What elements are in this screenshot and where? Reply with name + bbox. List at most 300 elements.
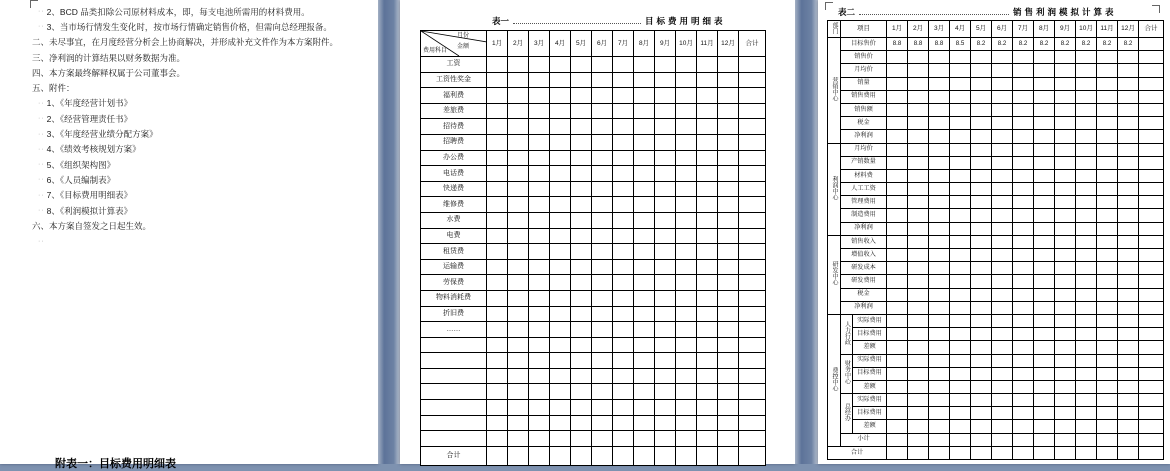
amount-cell[interactable] [739,400,766,416]
amount-cell[interactable] [487,353,508,369]
value-cell[interactable] [1055,183,1076,196]
amount-cell[interactable] [487,150,508,166]
value-cell[interactable]: 8.2 [1055,38,1076,51]
value-cell[interactable] [992,235,1013,248]
item-label[interactable]: 销售收入 [841,235,887,248]
value-cell[interactable] [1034,117,1055,130]
value-cell[interactable] [1118,117,1139,130]
amount-cell[interactable] [676,400,697,416]
value-cell[interactable] [1055,446,1076,459]
amount-cell[interactable] [697,72,718,88]
amount-cell[interactable] [550,88,571,104]
amount-cell[interactable] [550,322,571,338]
amount-cell[interactable] [592,400,613,416]
value-cell[interactable] [1118,130,1139,143]
amount-cell[interactable] [550,134,571,150]
amount-cell[interactable] [613,368,634,384]
value-cell[interactable] [1034,433,1055,446]
value-cell[interactable] [992,341,1013,354]
value-cell[interactable] [887,169,908,182]
value-cell[interactable] [1118,275,1139,288]
value-cell[interactable] [1097,143,1118,156]
value-cell[interactable] [929,354,950,367]
amount-cell[interactable] [613,72,634,88]
item-label[interactable]: 实际费用 [853,354,887,367]
amount-cell[interactable] [697,259,718,275]
value-cell[interactable] [1013,407,1034,420]
value-cell[interactable] [971,143,992,156]
value-cell[interactable] [1118,103,1139,116]
expense-label[interactable] [421,353,487,369]
value-cell[interactable] [1034,420,1055,433]
value-cell[interactable] [992,51,1013,64]
value-cell[interactable]: 8.5 [950,38,971,51]
value-cell[interactable] [1034,64,1055,77]
item-label[interactable]: 月均价 [841,64,887,77]
amount-cell[interactable] [529,134,550,150]
value-cell[interactable] [887,262,908,275]
value-cell[interactable] [1097,288,1118,301]
value-cell[interactable] [1139,77,1164,90]
amount-cell[interactable] [571,88,592,104]
amount-cell[interactable] [550,244,571,260]
expense-label[interactable]: 折旧费 [421,306,487,322]
value-cell[interactable] [929,407,950,420]
value-cell[interactable] [950,90,971,103]
amount-cell[interactable] [739,228,766,244]
amount-cell[interactable] [655,150,676,166]
value-cell[interactable] [1055,301,1076,314]
value-cell[interactable] [1097,117,1118,130]
value-cell[interactable] [1055,420,1076,433]
amount-cell[interactable] [739,119,766,135]
value-cell[interactable] [1034,341,1055,354]
amount-cell[interactable] [613,197,634,213]
value-cell[interactable] [950,156,971,169]
amount-cell[interactable] [655,290,676,306]
value-cell[interactable] [1097,420,1118,433]
amount-cell[interactable] [655,368,676,384]
amount-cell[interactable] [676,259,697,275]
value-cell[interactable] [971,367,992,380]
value-cell[interactable] [1055,103,1076,116]
amount-cell[interactable] [739,275,766,291]
amount-cell[interactable] [613,134,634,150]
value-cell[interactable] [1055,156,1076,169]
value-cell[interactable] [1034,275,1055,288]
value-cell[interactable] [971,328,992,341]
value-cell[interactable] [1055,130,1076,143]
amount-cell[interactable] [613,290,634,306]
value-cell[interactable] [1118,420,1139,433]
amount-cell[interactable] [718,57,739,73]
value-cell[interactable] [1034,249,1055,262]
amount-cell[interactable] [508,72,529,88]
value-cell[interactable] [1139,156,1164,169]
value-cell[interactable] [1139,169,1164,182]
value-cell[interactable] [1055,77,1076,90]
amount-cell[interactable] [676,368,697,384]
value-cell[interactable] [1055,354,1076,367]
item-label[interactable]: 销售价 [841,51,887,64]
value-cell[interactable] [929,420,950,433]
value-cell[interactable]: 8.8 [929,38,950,51]
value-cell[interactable] [1139,196,1164,209]
value-cell[interactable] [1076,64,1097,77]
value-cell[interactable] [971,196,992,209]
value-cell[interactable] [929,341,950,354]
value-cell[interactable] [992,420,1013,433]
value-cell[interactable] [887,90,908,103]
value-cell[interactable] [1013,222,1034,235]
amount-cell[interactable] [613,166,634,182]
value-cell[interactable] [887,433,908,446]
value-cell[interactable] [929,235,950,248]
value-cell[interactable] [1118,64,1139,77]
expense-label[interactable] [421,415,487,431]
value-cell[interactable] [929,446,950,459]
value-cell[interactable] [1118,288,1139,301]
value-cell[interactable] [908,169,929,182]
text-line[interactable] [0,35,378,50]
value-cell[interactable] [1118,394,1139,407]
value-cell[interactable] [992,301,1013,314]
amount-cell[interactable] [592,353,613,369]
value-cell[interactable] [929,183,950,196]
amount-cell[interactable] [613,400,634,416]
value-cell[interactable] [1139,380,1164,393]
amount-cell[interactable] [676,181,697,197]
value-cell[interactable] [971,354,992,367]
value-cell[interactable] [950,275,971,288]
value-cell[interactable] [1055,222,1076,235]
amount-cell[interactable] [592,57,613,73]
amount-cell[interactable] [634,72,655,88]
value-cell[interactable] [1034,301,1055,314]
amount-cell[interactable] [676,446,697,465]
value-cell[interactable] [929,130,950,143]
item-label[interactable]: 税金 [841,288,887,301]
value-cell[interactable]: 8.2 [1097,38,1118,51]
amount-cell[interactable] [550,290,571,306]
amount-cell[interactable] [634,57,655,73]
amount-cell[interactable] [676,384,697,400]
amount-cell[interactable] [613,57,634,73]
value-cell[interactable] [1097,51,1118,64]
item-label[interactable]: 差额 [853,420,887,433]
amount-cell[interactable] [634,197,655,213]
amount-cell[interactable] [718,275,739,291]
amount-cell[interactable] [655,103,676,119]
value-cell[interactable] [908,156,929,169]
value-cell[interactable] [1076,407,1097,420]
amount-cell[interactable] [676,72,697,88]
value-cell[interactable] [1055,380,1076,393]
amount-cell[interactable] [571,103,592,119]
item-label[interactable]: 月均价 [841,143,887,156]
amount-cell[interactable] [571,400,592,416]
grand-total-label[interactable]: 合计 [828,446,887,459]
value-cell[interactable] [1034,235,1055,248]
total-row-label[interactable]: 合计 [421,446,487,465]
amount-cell[interactable] [655,384,676,400]
value-cell[interactable] [1034,314,1055,327]
amount-cell[interactable] [718,353,739,369]
amount-cell[interactable] [634,275,655,291]
value-cell[interactable] [1055,209,1076,222]
amount-cell[interactable] [550,415,571,431]
amount-cell[interactable] [739,212,766,228]
value-cell[interactable] [971,314,992,327]
amount-cell[interactable] [697,353,718,369]
amount-cell[interactable] [508,259,529,275]
item-label[interactable]: 目标费用 [853,328,887,341]
value-cell[interactable]: 8.2 [1034,38,1055,51]
value-cell[interactable] [1139,143,1164,156]
item-label[interactable]: 差额 [853,380,887,393]
amount-cell[interactable] [508,275,529,291]
amount-cell[interactable] [592,228,613,244]
amount-cell[interactable] [487,212,508,228]
value-cell[interactable] [1139,64,1164,77]
value-cell[interactable] [1118,367,1139,380]
amount-cell[interactable] [655,166,676,182]
value-cell[interactable] [1097,169,1118,182]
amount-cell[interactable] [508,228,529,244]
expense-label[interactable] [421,368,487,384]
value-cell[interactable] [908,433,929,446]
value-cell[interactable] [908,354,929,367]
amount-cell[interactable] [655,134,676,150]
amount-cell[interactable] [697,103,718,119]
value-cell[interactable] [929,367,950,380]
text-line[interactable] [0,96,378,111]
value-cell[interactable] [1055,249,1076,262]
value-cell[interactable] [887,394,908,407]
value-cell[interactable] [971,51,992,64]
value-cell[interactable] [1118,196,1139,209]
value-cell[interactable] [908,275,929,288]
subtotal-label[interactable]: 小计 [841,433,887,446]
value-cell[interactable] [950,262,971,275]
amount-cell[interactable] [739,353,766,369]
amount-cell[interactable] [613,212,634,228]
amount-cell[interactable] [697,119,718,135]
table1-label[interactable]: 表一 [492,15,510,26]
amount-cell[interactable] [634,166,655,182]
amount-cell[interactable] [739,337,766,353]
value-cell[interactable] [908,196,929,209]
amount-cell[interactable] [508,57,529,73]
amount-cell[interactable] [676,228,697,244]
value-cell[interactable] [971,249,992,262]
amount-cell[interactable] [655,400,676,416]
value-cell[interactable] [971,130,992,143]
amount-cell[interactable] [571,384,592,400]
amount-cell[interactable] [634,368,655,384]
amount-cell[interactable] [550,368,571,384]
value-cell[interactable] [1013,433,1034,446]
value-cell[interactable] [929,222,950,235]
table1-title[interactable]: 目标费用明细表 [645,15,726,26]
amount-cell[interactable] [550,72,571,88]
item-label[interactable]: 销售额 [841,103,887,116]
value-cell[interactable] [1097,103,1118,116]
item-label[interactable]: 目标费用 [853,407,887,420]
value-cell[interactable] [1139,103,1164,116]
amount-cell[interactable] [697,415,718,431]
value-cell[interactable] [1034,209,1055,222]
amount-cell[interactable] [676,88,697,104]
value-cell[interactable] [1118,328,1139,341]
amount-cell[interactable] [697,244,718,260]
amount-cell[interactable] [655,306,676,322]
amount-cell[interactable] [550,384,571,400]
amount-cell[interactable] [487,415,508,431]
value-cell[interactable] [908,446,929,459]
value-cell[interactable] [1076,249,1097,262]
value-cell[interactable] [1139,38,1164,51]
expense-label[interactable]: 招聘费 [421,134,487,150]
item-label[interactable]: 增值收入 [841,249,887,262]
amount-cell[interactable] [550,150,571,166]
value-cell[interactable] [908,103,929,116]
amount-cell[interactable] [613,259,634,275]
value-cell[interactable] [992,380,1013,393]
value-cell[interactable] [887,249,908,262]
value-cell[interactable] [1076,262,1097,275]
amount-cell[interactable] [634,446,655,465]
amount-cell[interactable] [508,134,529,150]
value-cell[interactable] [950,354,971,367]
value-cell[interactable] [887,420,908,433]
amount-cell[interactable] [634,290,655,306]
amount-cell[interactable] [655,431,676,447]
amount-cell[interactable] [508,290,529,306]
amount-cell[interactable] [592,181,613,197]
amount-cell[interactable] [634,103,655,119]
amount-cell[interactable] [571,134,592,150]
value-cell[interactable] [1013,143,1034,156]
amount-cell[interactable] [592,72,613,88]
amount-cell[interactable] [487,244,508,260]
value-cell[interactable] [1034,143,1055,156]
value-cell[interactable] [887,77,908,90]
text-line[interactable] [0,157,378,172]
amount-cell[interactable] [613,181,634,197]
value-cell[interactable] [971,341,992,354]
amount-cell[interactable] [550,181,571,197]
value-cell[interactable] [1097,446,1118,459]
value-cell[interactable] [1118,90,1139,103]
amount-cell[interactable] [655,57,676,73]
value-cell[interactable] [971,222,992,235]
amount-cell[interactable] [571,290,592,306]
amount-cell[interactable] [529,337,550,353]
value-cell[interactable] [887,288,908,301]
value-cell[interactable] [908,130,929,143]
value-cell[interactable] [1076,420,1097,433]
value-cell[interactable] [992,328,1013,341]
amount-cell[interactable] [529,290,550,306]
amount-cell[interactable] [718,119,739,135]
value-cell[interactable] [971,103,992,116]
value-cell[interactable] [1013,117,1034,130]
value-cell[interactable] [1055,143,1076,156]
value-cell[interactable] [887,235,908,248]
value-cell[interactable] [887,183,908,196]
value-cell[interactable] [1097,380,1118,393]
amount-cell[interactable] [487,103,508,119]
amount-cell[interactable] [529,72,550,88]
amount-cell[interactable] [718,431,739,447]
value-cell[interactable] [1034,169,1055,182]
value-cell[interactable] [1139,288,1164,301]
amount-cell[interactable] [676,57,697,73]
value-cell[interactable] [950,222,971,235]
amount-cell[interactable] [487,275,508,291]
amount-cell[interactable] [718,166,739,182]
amount-cell[interactable] [718,306,739,322]
amount-cell[interactable] [592,197,613,213]
value-cell[interactable]: 8.2 [971,38,992,51]
value-cell[interactable] [1034,262,1055,275]
expense-label[interactable]: 快递费 [421,181,487,197]
amount-cell[interactable] [487,400,508,416]
value-cell[interactable] [992,209,1013,222]
amount-cell[interactable] [613,103,634,119]
amount-cell[interactable] [718,228,739,244]
amount-cell[interactable] [529,150,550,166]
value-cell[interactable] [1118,183,1139,196]
value-cell[interactable] [1034,380,1055,393]
value-cell[interactable] [1013,354,1034,367]
amount-cell[interactable] [508,384,529,400]
amount-cell[interactable] [676,275,697,291]
amount-cell[interactable] [613,150,634,166]
value-cell[interactable] [1013,420,1034,433]
value-cell[interactable] [1055,328,1076,341]
amount-cell[interactable] [739,259,766,275]
amount-cell[interactable] [550,212,571,228]
amount-cell[interactable] [508,322,529,338]
value-cell[interactable] [1097,394,1118,407]
value-cell[interactable] [1097,130,1118,143]
value-cell[interactable] [950,394,971,407]
amount-cell[interactable] [571,244,592,260]
item-label[interactable]: 人工工资 [841,183,887,196]
value-cell[interactable] [887,301,908,314]
value-cell[interactable] [929,51,950,64]
text-line[interactable] [0,142,378,157]
amount-cell[interactable] [697,275,718,291]
value-cell[interactable] [1034,90,1055,103]
value-cell[interactable] [1055,196,1076,209]
value-cell[interactable] [1118,235,1139,248]
value-cell[interactable] [1097,354,1118,367]
expense-label[interactable]: 物料消耗费 [421,290,487,306]
value-cell[interactable] [1139,367,1164,380]
amount-cell[interactable] [718,212,739,228]
value-cell[interactable] [1139,446,1164,459]
amount-cell[interactable] [655,353,676,369]
value-cell[interactable] [1118,169,1139,182]
value-cell[interactable] [1076,209,1097,222]
value-cell[interactable] [1013,380,1034,393]
amount-cell[interactable] [592,134,613,150]
value-cell[interactable] [908,328,929,341]
amount-cell[interactable] [613,353,634,369]
